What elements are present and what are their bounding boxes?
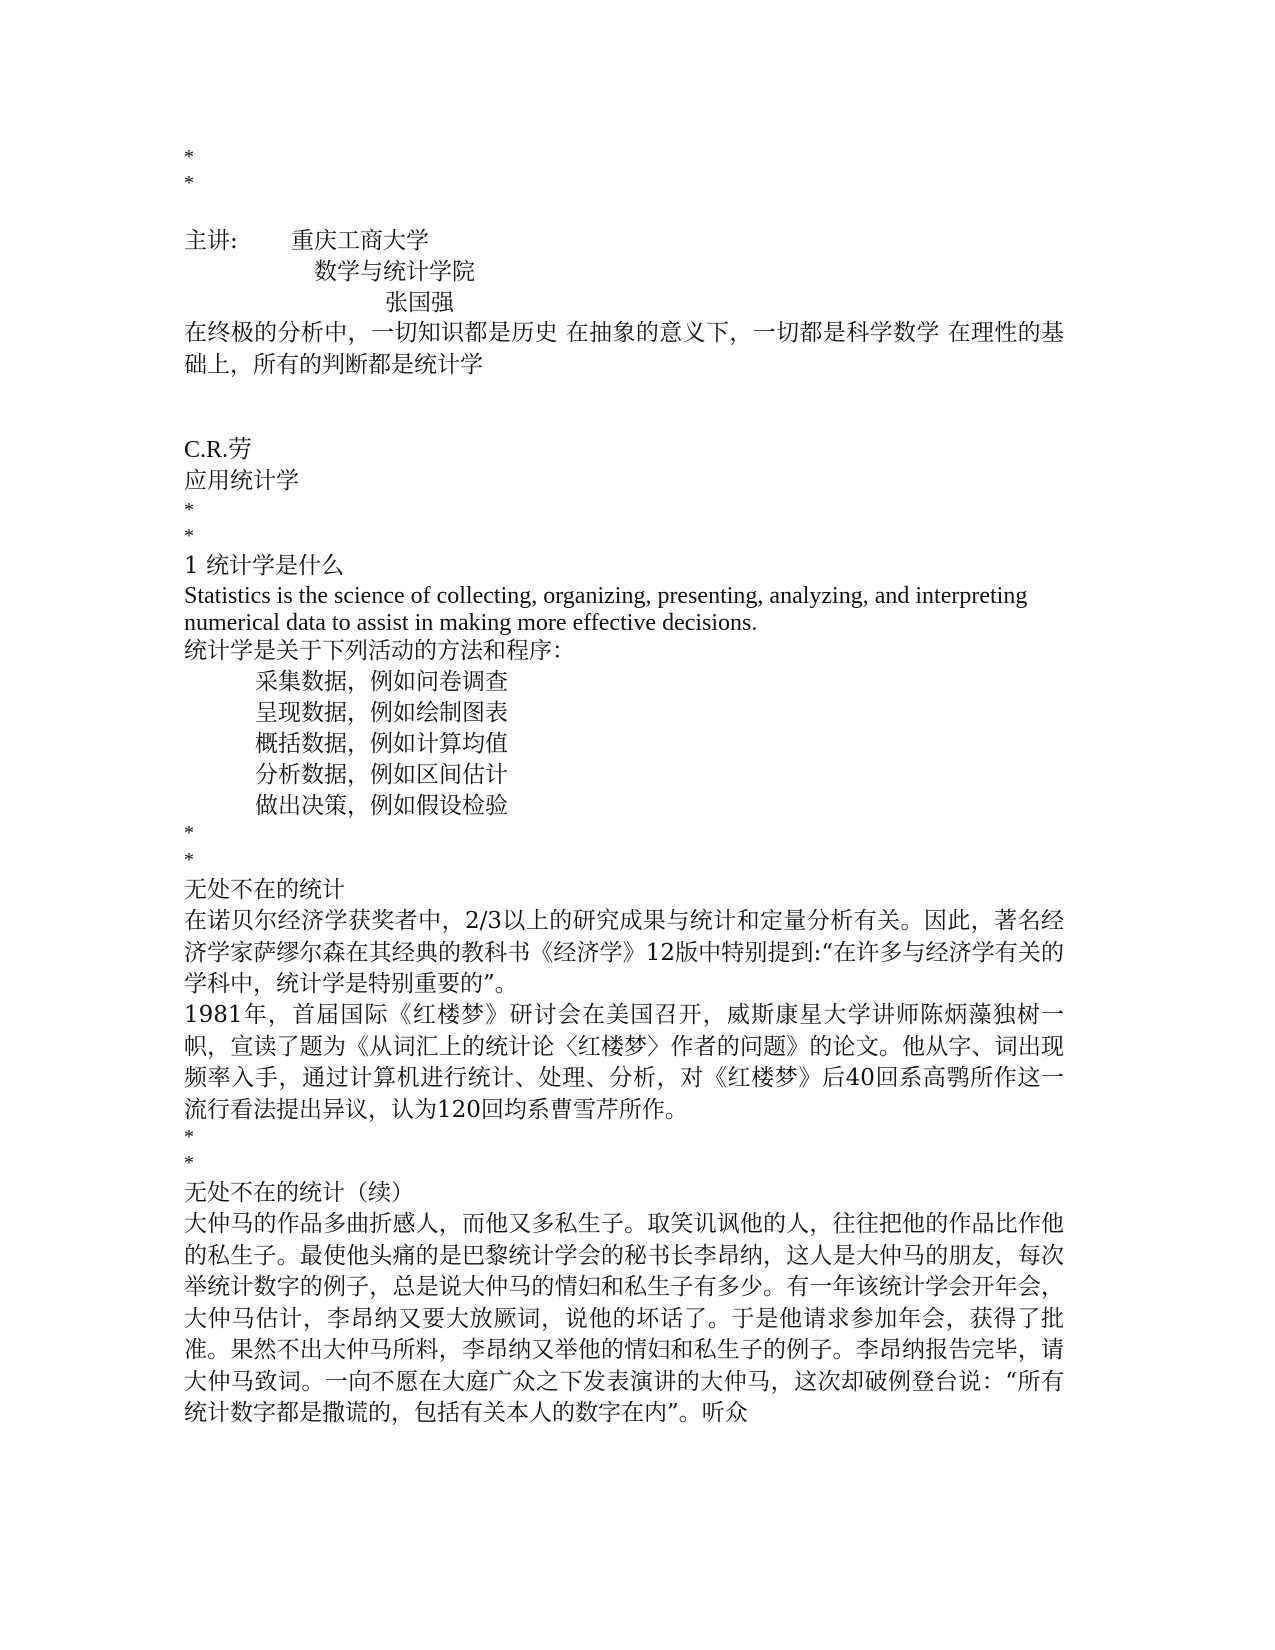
definition-chinese: 统计学是关于下列活动的方法和程序： [184, 638, 575, 664]
slide-separator-star: * [184, 1152, 194, 1174]
list-item: 概括数据，例如计算均值 [255, 731, 508, 757]
slide-separator-star: * [184, 525, 194, 547]
slide-separator-star: * [184, 849, 194, 871]
section-heading: 1 统计学是什么 [184, 553, 344, 579]
paragraph-dumas: 大仲马的作品多曲折感人，而他又多私生子。取笑讥讽他的人，往往把他的作品比作他的私生子。最使他头痛的是巴黎统计学会的秘书长李昂纳，这人是大仲马的朋友，每次举统计数字的例子，总是说大仲马的情妇和私生子有多少。有一年该统计学会开年会，大仲马估计，李昂纳又要大放厥词，说他的坏话了。于是他请求参加年会，获得了批准。果然不出大仲马所料，李昂纳又举他的情妇和私生子的例子。李昂纳报告完毕，请大仲马致词。一向不愿在大庭广众之下发表演讲的大仲马，这次却破例登台说：“所有统计数字都是撒谎的，包括有关本人的数字在内”。听众 [184, 1211, 1064, 1426]
university-name: 重庆工商大学 [291, 228, 429, 254]
list-item: 分析数据，例如区间估计 [255, 762, 508, 788]
section-heading: 无处不在的统计（续） [184, 1180, 414, 1206]
lecturer-label: 主讲: [184, 228, 238, 254]
school-name: 数学与统计学院 [314, 259, 475, 285]
slide-separator-star: * [184, 499, 194, 521]
slide-separator-star: * [184, 172, 194, 194]
course-title: 应用统计学 [184, 468, 299, 494]
list-item: 呈现数据，例如绘制图表 [255, 700, 508, 726]
slide-separator-star: * [184, 146, 194, 168]
quote-author: C.R.劳 [184, 437, 253, 463]
slide-separator-star: * [184, 1126, 194, 1148]
definition-english: Statistics is the science of collecting, organizing, presenting, analyzing, and interpreting numerical data to assist in making more effective decisions. [184, 583, 1028, 636]
list-item: 做出决策，例如假设检验 [255, 793, 508, 819]
lecturer-name: 张国强 [385, 290, 454, 316]
list-item: 采集数据，例如问卷调查 [255, 669, 508, 695]
paragraph-hongloumeng: 1981年，首届国际《红楼梦》研讨会在美国召开，威斯康星大学讲师陈炳藻独树一帜，宣读了题为《从词汇上的统计论〈红楼梦〉作者的问题》的论文。他从字、词出现频率入手，通过计算机进行统计、处理、分析，对《红楼梦》后40回系高鹗所作这一流行看法提出异议，认为120回均系曹雪芹所作。 [184, 1002, 1064, 1123]
slide-separator-star: * [184, 822, 194, 844]
section-heading: 无处不在的统计 [184, 877, 345, 903]
paragraph-nobel: 在诺贝尔经济学获奖者中，2/3以上的研究成果与统计和定量分析有关。因此，著名经济学家萨缪尔森在其经典的教科书《经济学》12版中特别提到:“在许多与经济学有关的学科中，统计学是特别重要的”。 [184, 908, 1064, 997]
quote-text: 在终极的分析中，一切知识都是历史 在抽象的意义下，一切都是科学数学 在理性的基础上，所有的判断都是统计学 [184, 320, 1064, 378]
